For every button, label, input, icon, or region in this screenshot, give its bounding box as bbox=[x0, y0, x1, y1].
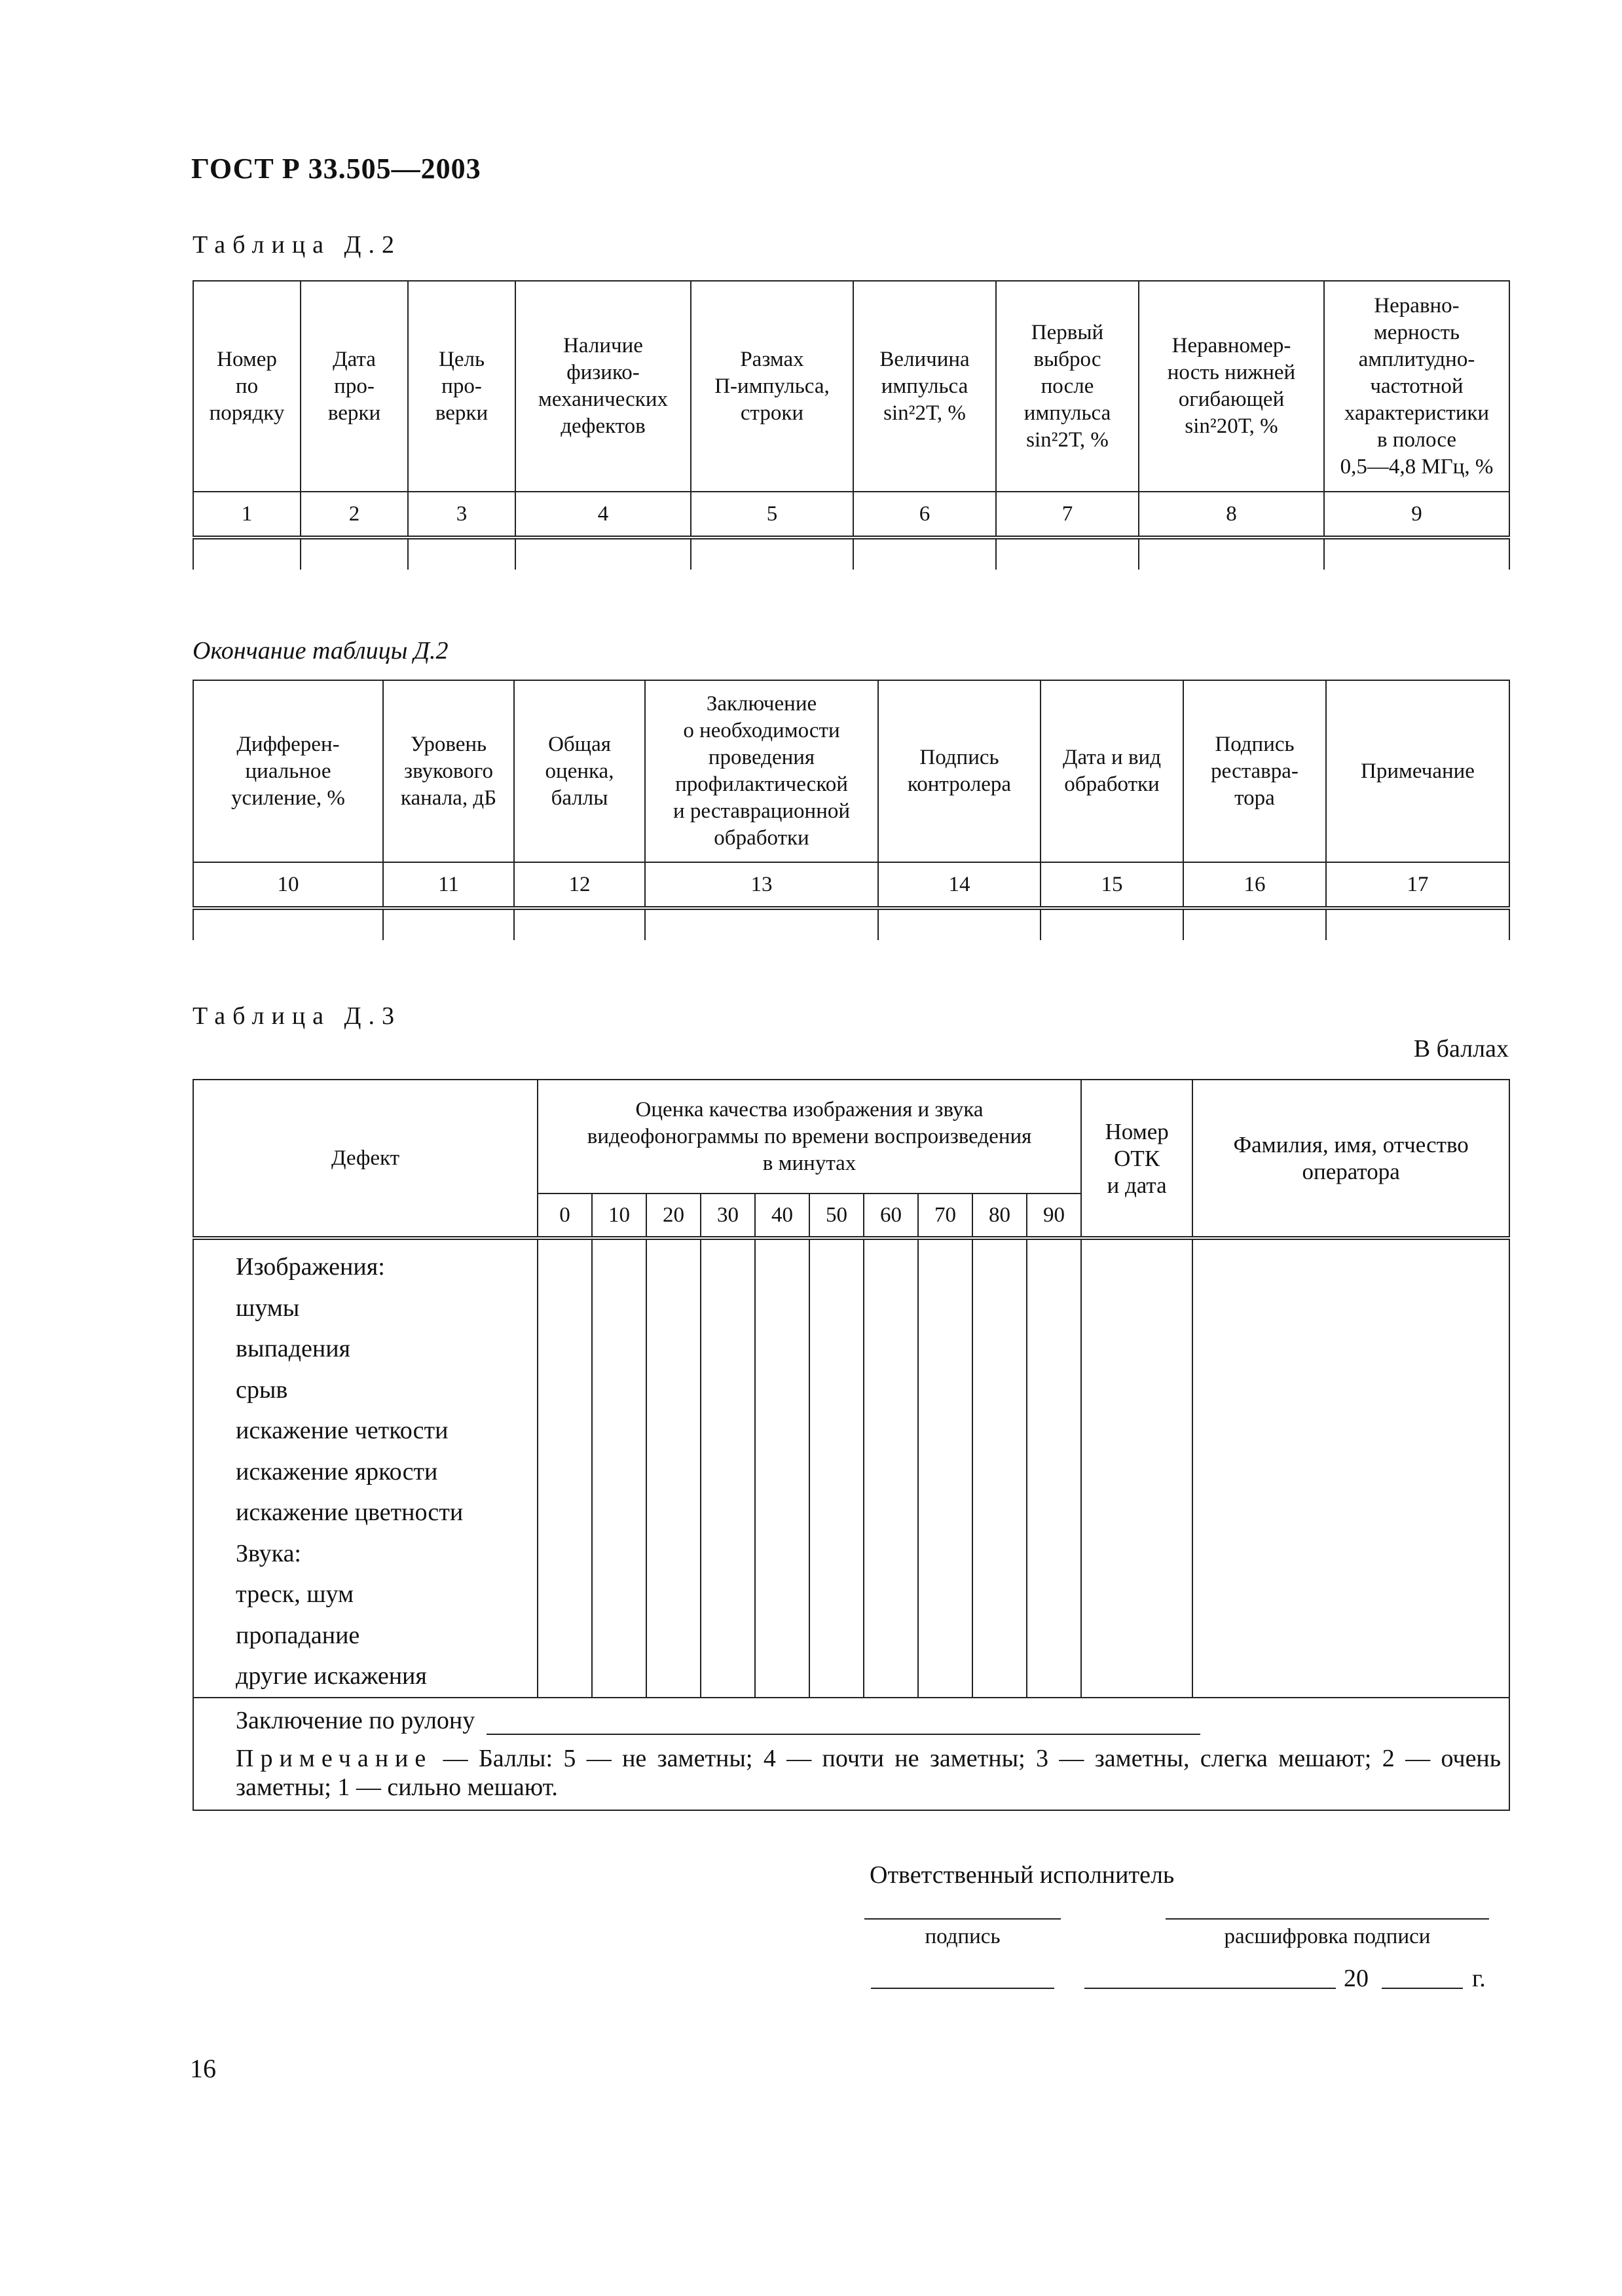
operator-cell bbox=[1192, 1238, 1509, 1698]
rating-cell bbox=[918, 1238, 972, 1698]
table-d2-empty-row bbox=[193, 538, 1509, 570]
defect-item: шумы bbox=[236, 1294, 300, 1322]
empty-cell bbox=[853, 538, 996, 570]
defect-item: другие искажения bbox=[236, 1662, 427, 1690]
signature-line bbox=[864, 1918, 1061, 1920]
column-number: 9 bbox=[1324, 492, 1509, 538]
conclusion-cell bbox=[193, 1698, 1509, 1810]
empty-cell bbox=[996, 538, 1139, 570]
column-number: 14 bbox=[878, 862, 1041, 908]
d2-end-header-cell: Дифферен- циальное усиление, % bbox=[193, 680, 383, 862]
rating-cell bbox=[972, 1238, 1027, 1698]
rating-cell bbox=[538, 1238, 592, 1698]
minute-cell: 70 bbox=[918, 1194, 972, 1238]
column-number: 6 bbox=[853, 492, 996, 538]
column-number: 2 bbox=[301, 492, 408, 538]
column-number: 12 bbox=[514, 862, 645, 908]
table-d2-caption: Таблица Д.2 bbox=[193, 231, 401, 259]
defect-item: срыв bbox=[236, 1376, 288, 1404]
empty-cell bbox=[1183, 908, 1326, 940]
d2-header-cell: Неравномер- ность нижней огибающей sin²20Т, % bbox=[1139, 281, 1324, 492]
empty-cell bbox=[1324, 538, 1509, 570]
d2-header-cell: Первый выброс после импульса sin²2Т, % bbox=[996, 281, 1139, 492]
table-d2-end-number-row bbox=[193, 862, 1509, 908]
column-number: 11 bbox=[383, 862, 514, 908]
minute-cell: 50 bbox=[809, 1194, 864, 1238]
empty-cell bbox=[301, 538, 408, 570]
d2-header-cell: Номер по порядку bbox=[193, 281, 301, 492]
defect-item: Звука: bbox=[236, 1539, 301, 1567]
conclusion-row bbox=[193, 1698, 1509, 1810]
d2-end-header-cell: Заключение о необходимости проведения профилактической и реставрационной обработки bbox=[645, 680, 878, 862]
column-number: 13 bbox=[645, 862, 878, 908]
defect-header: Дефект bbox=[193, 1080, 538, 1238]
otk-header: Номер ОТК и дата bbox=[1081, 1080, 1192, 1238]
rating-cell bbox=[755, 1238, 809, 1698]
rating-cell bbox=[1027, 1238, 1081, 1698]
empty-cell bbox=[515, 538, 691, 570]
column-number: 17 bbox=[1326, 862, 1509, 908]
minute-cell: 80 bbox=[972, 1194, 1027, 1238]
d2-end-header-cell: Подпись контролера bbox=[878, 680, 1041, 862]
minute-cell: 60 bbox=[864, 1194, 918, 1238]
document-standard-title: ГОСТ Р 33.505—2003 bbox=[191, 153, 481, 185]
note bbox=[236, 1744, 1501, 1802]
empty-cell bbox=[878, 908, 1041, 940]
date-month-line bbox=[1084, 1988, 1336, 1989]
year-line bbox=[1382, 1988, 1463, 1989]
minute-cell: 20 bbox=[646, 1194, 701, 1238]
table-d2-end-empty-row bbox=[193, 908, 1509, 940]
minute-cell: 40 bbox=[755, 1194, 809, 1238]
d2-end-header-cell: Уровень звукового канала, дБ bbox=[383, 680, 514, 862]
empty-cell bbox=[383, 908, 514, 940]
column-number: 3 bbox=[408, 492, 515, 538]
date-day-line bbox=[871, 1988, 1054, 1989]
conclusion-blank bbox=[487, 1734, 1200, 1735]
note-text: — Баллы: 5 — не заметны; 4 — почти не заметны; 3 — заметны, слегка мешают; 2 — очень заметны; 1 — сильно мешают. bbox=[236, 1744, 1502, 1801]
year-suffix: г. bbox=[1472, 1965, 1486, 1992]
table-d2-end bbox=[193, 680, 1510, 940]
empty-cell bbox=[1326, 908, 1509, 940]
defect-item: Изображения: bbox=[236, 1253, 385, 1281]
table-d3-caption: Таблица Д.3 bbox=[193, 1002, 401, 1030]
empty-cell bbox=[691, 538, 853, 570]
empty-cell bbox=[193, 908, 383, 940]
d2-header-cell: Неравно- мерность амплитудно- частотной характеристики в полосе 0,5—4,8 МГц, % bbox=[1324, 281, 1509, 492]
minute-cell: 0 bbox=[538, 1194, 592, 1238]
column-number: 10 bbox=[193, 862, 383, 908]
rating-cell bbox=[809, 1238, 864, 1698]
table-d3-units: В баллах bbox=[1413, 1035, 1509, 1063]
empty-cell bbox=[193, 538, 301, 570]
minute-cell: 30 bbox=[701, 1194, 755, 1238]
table-d2-header-row bbox=[193, 281, 1509, 492]
d2-header-cell: Дата про- верки bbox=[301, 281, 408, 492]
table-d2 bbox=[193, 280, 1510, 570]
d2-end-header-cell: Подпись реставра- тора bbox=[1183, 680, 1326, 862]
rating-header: Оценка качества изображения и звука видеофонограммы по времени воспроизведения в минутах bbox=[538, 1080, 1081, 1194]
defect-item: искажение яркости bbox=[236, 1457, 438, 1485]
column-number: 16 bbox=[1183, 862, 1326, 908]
d2-end-header-cell: Дата и вид обработки bbox=[1041, 680, 1183, 862]
responsible-executor-title: Ответственный исполнитель bbox=[870, 1861, 1175, 1889]
operator-header: Фамилия, имя, отчество оператора bbox=[1192, 1080, 1509, 1238]
rating-cell bbox=[864, 1238, 918, 1698]
d2-header-cell: Наличие физико- механических дефектов bbox=[515, 281, 691, 492]
page-number: 16 bbox=[190, 2054, 216, 2083]
table-d2-end-header-row bbox=[193, 680, 1509, 862]
conclusion-label: Заключение по рулону bbox=[236, 1706, 475, 1734]
year-prefix: 20 bbox=[1344, 1965, 1369, 1992]
table-d2-end-caption: Окончание таблицы Д.2 bbox=[193, 637, 449, 665]
column-number: 1 bbox=[193, 492, 301, 538]
empty-cell bbox=[645, 908, 878, 940]
column-number: 5 bbox=[691, 492, 853, 538]
signature-label: подпись bbox=[925, 1925, 1001, 1948]
d2-end-header-cell: Общая оценка, баллы bbox=[514, 680, 645, 862]
column-number: 15 bbox=[1041, 862, 1183, 908]
d2-header-cell: Цель про- верки bbox=[408, 281, 515, 492]
rating-cell bbox=[592, 1238, 646, 1698]
d2-end-header-cell: Примечание bbox=[1326, 680, 1509, 862]
empty-cell bbox=[408, 538, 515, 570]
otk-cell bbox=[1081, 1238, 1192, 1698]
table-d3-header-row bbox=[193, 1080, 1509, 1194]
defect-item: пропадание bbox=[236, 1621, 360, 1649]
defects-body-row bbox=[193, 1238, 1509, 1698]
minute-cell: 10 bbox=[592, 1194, 646, 1238]
defect-item: треск, шум bbox=[236, 1580, 354, 1608]
defect-list bbox=[193, 1238, 538, 1698]
decode-line bbox=[1166, 1918, 1489, 1920]
decode-label: расшифровка подписи bbox=[1224, 1925, 1431, 1948]
empty-cell bbox=[1041, 908, 1183, 940]
rating-cell bbox=[646, 1238, 701, 1698]
column-number: 4 bbox=[515, 492, 691, 538]
note-title: Примечание bbox=[236, 1744, 433, 1772]
minute-cell: 90 bbox=[1027, 1194, 1081, 1238]
conclusion-line bbox=[236, 1706, 1501, 1735]
table-d3 bbox=[193, 1079, 1510, 1811]
defect-item: выпадения bbox=[236, 1335, 351, 1362]
defect-item: искажение четкости bbox=[236, 1417, 449, 1444]
rating-cell bbox=[701, 1238, 755, 1698]
empty-cell bbox=[1139, 538, 1324, 570]
empty-cell bbox=[514, 908, 645, 940]
column-number: 7 bbox=[996, 492, 1139, 538]
defect-item: искажение цветности bbox=[236, 1499, 464, 1526]
column-number: 8 bbox=[1139, 492, 1324, 538]
table-d2-number-row bbox=[193, 492, 1509, 538]
d2-header-cell: Размах П-импульса, строки bbox=[691, 281, 853, 492]
d2-header-cell: Величина импульса sin²2Т, % bbox=[853, 281, 996, 492]
